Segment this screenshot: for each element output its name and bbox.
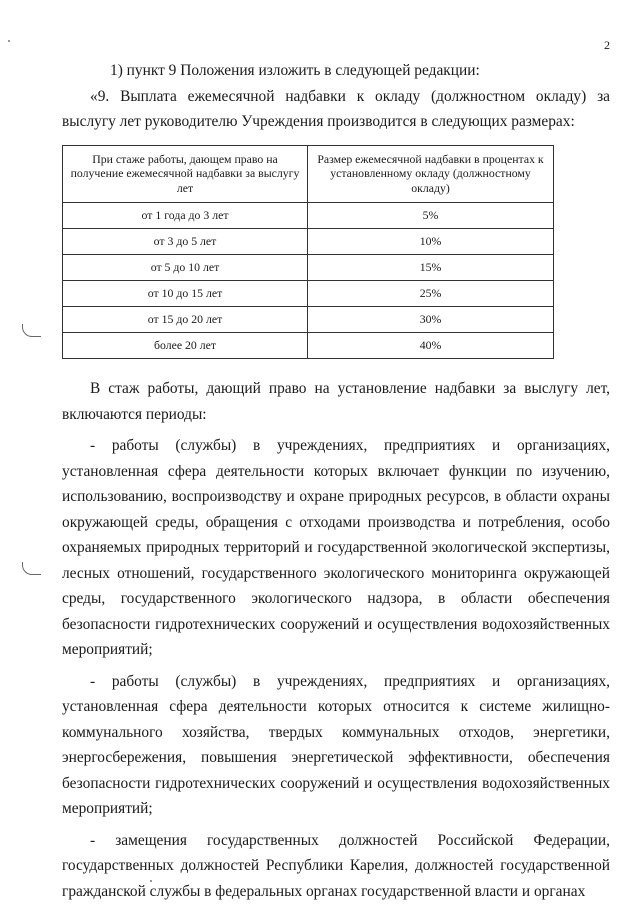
document-body [62,58,610,904]
bonus-table [62,145,554,360]
scan-dot [8,40,10,42]
margin-mark [22,562,41,575]
header-experience: При стаже работы, дающем право на получение ежемесячной надбавки за выслугу лет [63,145,308,203]
table-row [63,255,554,281]
table-row [63,333,554,359]
experience-cell: от 15 до 20 лет [63,307,308,333]
table-row [63,203,554,229]
table-row [63,281,554,307]
table-row [63,307,554,333]
percent-cell: 40% [308,333,554,359]
clause-text: «9. Выплата ежемесячной надбавки к окладу (должностном окладу) за выслугу лет руководителю Учреждения производится в следующих размерах: [62,87,610,130]
civil-service-paragraph: - замещения государственных должностей Российской Федерации, государственных должностей Республики Карелия, должностей государственной гражданской службы в федеральных органах государственной власти и органах [62,831,610,900]
experience-cell: от 3 до 5 лет [63,229,308,255]
table-header-row [63,145,554,203]
experience-cell: от 1 года до 3 лет [63,203,308,229]
experience-cell: от 5 до 10 лет [63,255,308,281]
housing-periods-paragraph: - работы (службы) в учреждениях, предприятиях и организациях, установленная сфера деятельности которых относится к системе жилищно-коммунального хозяйства, твердых коммунальных отходов, энергетики, энергосбережения, повышения энергетической эффективности, обеспечения безопасности гидротехнических сооружений и осуществления водохозяйственных мероприятий; [62,672,610,817]
experience-cell: от 10 до 15 лет [63,281,308,307]
intro-line: 1) пункт 9 Положения изложить в следующей редакции: [110,62,480,79]
header-bonus-size: Размер ежемесячной надбавки в процентах к установленному окладу (должностному окладу) [308,145,554,203]
percent-cell: 25% [308,281,554,307]
ecology-periods-paragraph: - работы (службы) в учреждениях, предприятиях и организациях, установленная сфера деятельности которых включает функции по изучению, использованию, воспроизводству и охране природных ресурсов, в области охраны окружающей среды, обращения с отходами производства и потребления, особо охраняемых природных территорий и государственной экологической экспертизы, лесных отношений, государственного экологического мониторинга окружающей среды, государственного экологического надзора, в области обеспечения безопасности гидротехнических сооружений и осуществления водохозяйственных мероприятий; [62,437,610,658]
percent-cell: 10% [308,229,554,255]
percent-cell: 30% [308,307,554,333]
seniority-intro-paragraph: В стаж работы, дающий право на установление надбавки за выслугу лет, включаются периоды: [62,380,610,423]
percent-cell: 5% [308,203,554,229]
percent-cell: 15% [308,255,554,281]
margin-mark [22,324,41,337]
experience-cell: более 20 лет [63,333,308,359]
page-number: 2 [604,38,610,52]
table-row [63,229,554,255]
